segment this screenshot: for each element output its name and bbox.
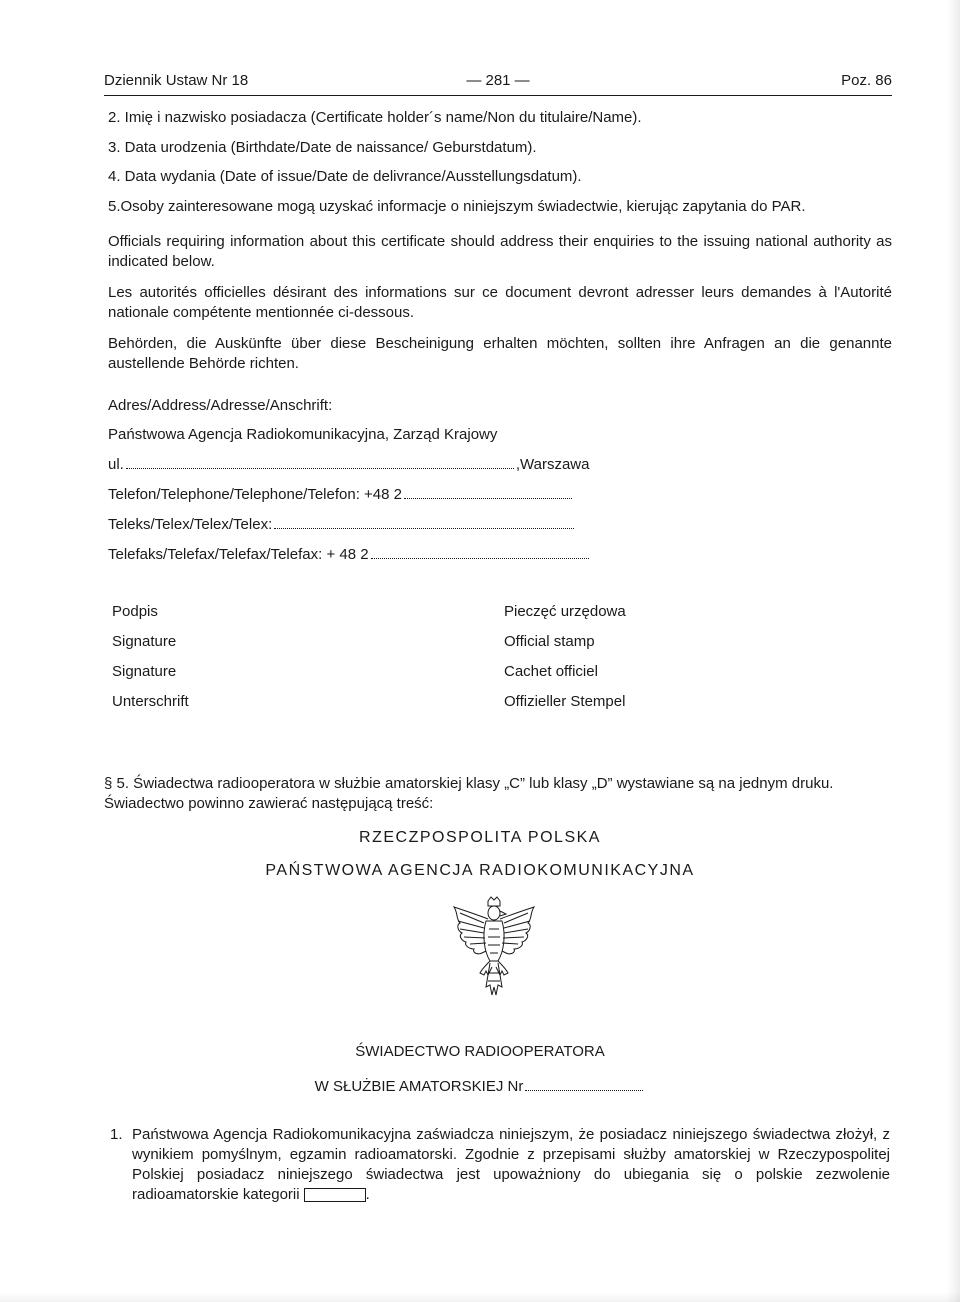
fax-line xyxy=(108,544,591,565)
certificate-title: ŚWIADECTWO RADIOOPERATORA xyxy=(355,1043,605,1060)
signature-label-fr: Signature xyxy=(112,663,177,680)
agency-name: Państwowa Agencja Radiokomunikacyjna, Zarząd Krajowy xyxy=(108,426,498,443)
signature-label-en: Signature xyxy=(112,633,177,650)
phone-blank xyxy=(404,484,572,499)
header-rule xyxy=(104,95,892,96)
item-3: 3. Data urodzenia (Birthdate/Date de naissance/ Geburstdatum). xyxy=(108,139,537,156)
republic-title: RZECZPOSPOLITA POLSKA xyxy=(359,829,601,846)
signature-label-pl: Podpis xyxy=(112,603,158,620)
section-5-line-1: § 5. Świadectwa radiooperatora w służbie amatorskiej klasy „C” lub klasy „D” wystawiane są na jednym druku. xyxy=(104,775,834,792)
point-1-text: Państwowa Agencja Radiokomunikacyjna zaświadcza niniejszym, że posiadacz niniejszego świadectwa złożył, z wynikiem pomyślnym, egzamin radioamatorski. Zgodnie z przepisami służby amatorskiej w Rzeczypospolitej Polskiej posiadacz niniejszego świadectwa jest upoważniony do ubiegania się o polskie zezwolenie radioamatorskie kategorii xyxy=(132,1126,890,1203)
signature-column xyxy=(112,597,189,717)
page-number: — 281 — xyxy=(466,72,530,89)
certificate-number-blank xyxy=(525,1076,643,1091)
point-1-number: 1. xyxy=(110,1126,123,1143)
scan-shadow-bottom xyxy=(0,1292,960,1302)
fax-label: Telefaks/Telefax/Telefax/Telefax: + 48 2 xyxy=(108,546,369,563)
polish-eagle-emblem-icon xyxy=(444,895,544,1005)
item-4: 4. Data wydania (Date of issue/Date de delivrance/Ausstellungsdatum). xyxy=(108,168,582,185)
stamp-label-en: Official stamp xyxy=(504,633,595,650)
street-line xyxy=(108,454,589,475)
city-name: ,Warszawa xyxy=(515,456,590,473)
phone-label: Telefon/Telephone/Telephone/Telefon: +48 2 xyxy=(108,486,402,503)
certificate-point-1 xyxy=(110,1125,890,1205)
point-1-body xyxy=(132,1125,890,1205)
paragraph-french: Les autorités officielles désirant des informations sur ce document devront adresser leurs demandes à l'Autorité nationale compétente mentionnée ci-dessous. xyxy=(108,284,892,321)
telex-label: Teleks/Telex/Telex/Telex: xyxy=(108,516,273,533)
telex-blank xyxy=(274,514,574,529)
journal-title: Dziennik Ustaw Nr 18 xyxy=(104,72,249,89)
stamp-label-fr: Cachet officiel xyxy=(504,663,598,680)
fax-blank xyxy=(371,544,589,559)
telex-line xyxy=(108,514,576,535)
item-2: 2. Imię i nazwisko posiadacza (Certificate holder´s name/Non du titulaire/Name). xyxy=(108,109,642,126)
paragraph-german: Behörden, die Auskünfte über diese Bescheinigung erhalten möchten, sollten ihre Anfragen an die genannte austellende Behörde richten. xyxy=(108,335,892,372)
address-label: Adres/Address/Adresse/Anschrift: xyxy=(108,397,333,414)
stamp-label-de: Offizieller Stempel xyxy=(504,693,626,710)
certificate-subtitle: W SŁUŻBIE AMATORSKIEJ Nr xyxy=(314,1078,524,1095)
position-number: Poz. 86 xyxy=(841,72,892,89)
section-5-line-2: Świadectwo powinno zawierać następującą treść: xyxy=(104,795,434,812)
scan-shadow-right xyxy=(946,0,960,1302)
stamp-column xyxy=(504,597,626,717)
street-blank xyxy=(126,454,514,469)
agency-title: PAŃSTWOWA AGENCJA RADIOKOMUNIKACYJNA xyxy=(265,862,695,879)
certificate-subtitle-line xyxy=(0,1076,960,1095)
signature-label-de: Unterschrift xyxy=(112,693,189,710)
point-1-end: . xyxy=(365,1186,370,1203)
item-5: 5.Osoby zainteresowane mogą uzyskać informacje o niniejszym świadectwie, kierując zapytania do PAR. xyxy=(108,198,806,215)
category-box xyxy=(304,1188,366,1202)
street-prefix: ul. xyxy=(108,456,124,473)
phone-line xyxy=(108,484,574,505)
page-header xyxy=(104,72,892,94)
stamp-label-pl: Pieczęć urzędowa xyxy=(504,603,626,620)
paragraph-english: Officials requiring information about this certificate should address their enquiries to the issuing national authority as indicated below. xyxy=(108,233,892,270)
section-5 xyxy=(104,774,892,814)
